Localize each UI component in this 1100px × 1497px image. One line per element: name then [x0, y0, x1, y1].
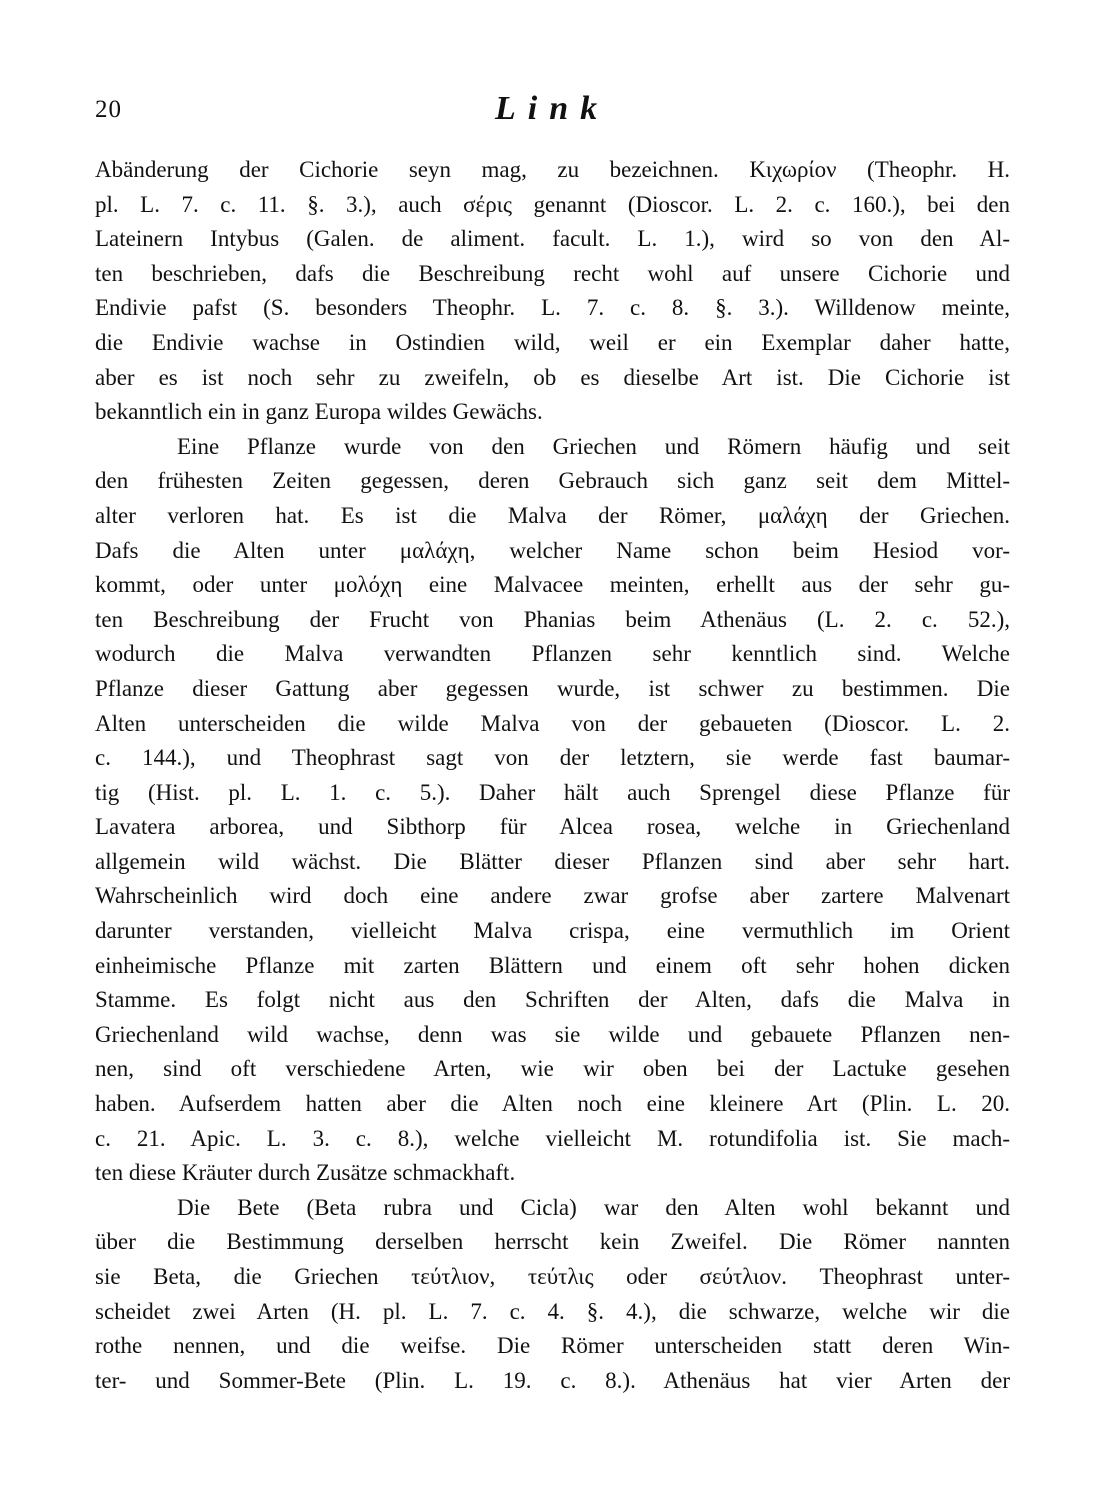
paragraph-bete	[95, 1191, 1010, 1399]
page-header	[95, 90, 1010, 136]
text-line: darunter verstanden, vielleicht Malva crispa, eine vermuthlich im Orient	[95, 918, 1010, 944]
text-line: allgemein wild wächst. Die Blätter dieser Pflanzen sind aber sehr hart.	[95, 848, 1010, 874]
text-line: Alten unterscheiden die wilde Malva von der gebaueten (Dioscor. L. 2.	[95, 710, 1010, 736]
text-line: die Endivie wachse in Ostindien wild, weil er ein Exemplar daher hatte,	[95, 329, 1010, 355]
text-line: Wahrscheinlich wird doch eine andere zwar grofse aber zartere Malvenart	[95, 883, 1010, 909]
text-line: tig (Hist. pl. L. 1. c. 5.). Daher hält auch Sprengel diese Pflanze für	[95, 779, 1010, 805]
text-line: kommt, oder unter μολόχη eine Malvacee meinten, erhellt aus der sehr gu-	[95, 572, 1010, 598]
running-head: Link	[495, 90, 610, 127]
text-line: alter verloren hat. Es ist die Malva der Römer, μαλάχη der Griechen.	[95, 502, 1010, 528]
text-line: ter- und Sommer-Bete (Plin. L. 19. c. 8.). Athenäus hat vier Arten der	[95, 1367, 1010, 1393]
text-line: aber es ist noch sehr zu zweifeln, ob es dieselbe Art ist. Die Cichorie ist	[95, 364, 1010, 390]
text-line: den frühesten Zeiten gegessen, deren Gebrauch sich ganz seit dem Mittel-	[95, 468, 1010, 494]
text-line: pl. L. 7. c. 11. §. 3.), auch σέρις genannt (Dioscor. L. 2. c. 160.), bei den	[95, 191, 1010, 217]
text-line: scheidet zwei Arten (H. pl. L. 7. c. 4. §. 4.), die schwarze, welche wir die	[95, 1298, 1010, 1324]
text-line: Abänderung der Cichorie seyn mag, zu bezeichnen. Κιχωρίον (Theophr. H.	[95, 157, 1010, 182]
text-line: Pflanze dieser Gattung aber gegessen wurde, ist schwer zu bestimmen. Die	[95, 675, 1010, 701]
paragraph-cichorie	[95, 153, 1010, 430]
text-line: einheimische Pflanze mit zarten Blättern und einem oft sehr hohen dicken	[95, 952, 1010, 978]
text-line: c. 21. Apic. L. 3. c. 8.), welche vielleicht M. rotundifolia ist. Sie mach-	[95, 1125, 1010, 1151]
text-line: c. 144.), und Theophrast sagt von der letztern, sie werde fast baumar-	[95, 745, 1010, 771]
page-number: 20	[95, 96, 122, 123]
text-line: Stamme. Es folgt nicht aus den Schriften der Alten, dafs die Malva in	[95, 987, 1010, 1013]
text-line: Eine Pflanze wurde von den Griechen und Römern häufig und seit	[177, 433, 1010, 459]
text-line: ten diese Kräuter durch Zusätze schmackhaft.	[95, 1160, 516, 1186]
text-line: Endivie pafst (S. besonders Theophr. L. 7. c. 8. §. 3.). Willdenow meinte,	[95, 295, 1010, 321]
text-line: Dafs die Alten unter μαλάχη, welcher Name schon beim Hesiod vor-	[95, 537, 1010, 563]
text-line: nen, sind oft verschiedene Arten, wie wir oben bei der Lactuke gesehen	[95, 1056, 1010, 1082]
text-line: sie Beta, die Griechen τεύτλιον, τεύτλις oder σεύτλιον. Theophrast unter-	[95, 1264, 1010, 1289]
text-line: wodurch die Malva verwandten Pflanzen sehr kenntlich sind. Welche	[95, 641, 1010, 667]
text-line: über die Bestimmung derselben herrscht kein Zweifel. Die Römer nannten	[95, 1229, 1010, 1255]
text-line: Griechenland wild wachse, denn was sie wilde und gebauete Pflanzen nen-	[95, 1021, 1010, 1047]
text-line: Lateinern Intybus (Galen. de aliment. facult. L. 1.), wird so von den Al-	[95, 226, 1010, 252]
body-text	[95, 153, 1010, 1398]
text-line: Die Bete (Beta rubra und Cicla) war den Alten wohl bekannt und	[177, 1194, 1010, 1220]
text-line: haben. Aufserdem hatten aber die Alten noch eine kleinere Art (Plin. L. 20.	[95, 1091, 1010, 1117]
text-line: ten Beschreibung der Frucht von Phanias beim Athenäus (L. 2. c. 52.),	[95, 606, 1010, 632]
text-line: Lavatera arborea, und Sibthorp für Alcea rosea, welche in Griechenland	[95, 814, 1010, 840]
text-line: rothe nennen, und die weifse. Die Römer unterscheiden statt deren Win-	[95, 1333, 1010, 1359]
paragraph-malva	[95, 430, 1010, 1191]
text-line: ten beschrieben, dafs die Beschreibung recht wohl auf unsere Cichorie und	[95, 260, 1010, 286]
text-line: bekanntlich ein in ganz Europa wildes Gewächs.	[95, 399, 543, 425]
